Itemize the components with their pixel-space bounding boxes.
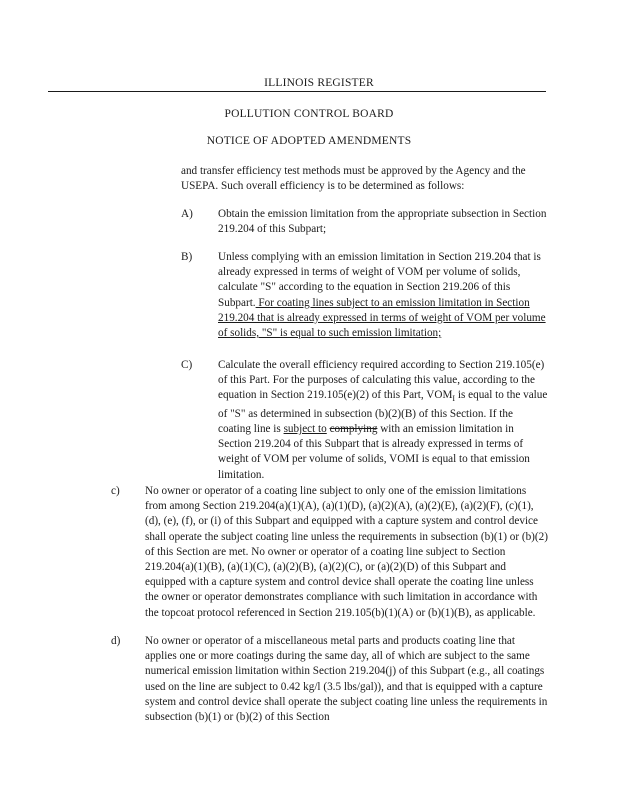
item-a-label: A) [181,208,193,220]
item-b-paragraph [218,250,548,341]
item-c-paragraph [218,358,548,483]
item-c-text-2: is equal to the value of "S" as determined in subsection (b)(2)(B) of this Section. If the coating line is [218,389,548,436]
item-b-inserted-text: For coating lines subject to an emission limitation in Section 219.204 that is already expressed in terms of weight of VOM per volume of solids, "S" is equal to such emission limitation; [218,296,546,340]
intro-paragraph: and transfer efficiency test methods must be approved by the Agency and the USEPA. Such overall efficiency is to be determined as follows: [181,165,526,193]
item-c-text-1: Calculate the overall efficiency required according to Section 219.105(e) of this Part. For the purposes of calculating this value, according to the equation in Section 219.105(e)(2) of this Part, [218,359,545,402]
item-a-text: Obtain the emission limitation from the appropriate subsection in Section 219.204 of this Subpart; [218,208,547,236]
item-d-text: No owner or operator of a miscellaneous metal parts and products coating line that applies one or more coatings during the same day, all of which are subject to the same numerical emission limitation within Section 219.204(j) of this Subpart (e.g., all coatings used on the line are subject to 0.42 kg/l (3.5 lbs/gal)), and that is equipped with a capture system and control device shall operate the subject coating line unless the requirements in subsection (b)(1) or (b)(2) of this Section [145,635,548,724]
item-c-section-label: c) [111,485,120,497]
item-c-inserted-text: subject to [283,423,327,436]
item-d-label: d) [111,635,121,647]
item-b-text: Unless complying with an emission limitation in Section 219.204 that is already expressed in terms of weight of VOM per volume of solids, calculate "S" according to the equation in Section 219.206 of this Subpart. [218,251,541,309]
item-c-section-text: No owner or operator of a coating line subject to only one of the emission limitations from among Section 219.204(a)(1)(A), (a)(1)(D), (a)(2)(A), (a)(2)(E), (a)(2)(F), (c)(1), (d), (e), (f), or (i) of this Subpart and equipped with a capture system and control device shall operate the subject coating line unless the requirements in subsection (b)(1) or (b)(2) of this Section are met. No owner or operator of a coating line subject to Section 219.204(a)(1)(B), (a)(1)(C), (a)(2)(B), (a)(2)(C), or (a)(2)(D) of this Subpart and equipped with a capture system and control device shall operate the coating line unless the owner or operator demonstrates compliance with such limitation in accordance with the topcoat protocol referenced in Section 219.105(b)(1)(A) or (b)(1)(B), as applicable. [145,485,548,619]
board-title: POLLUTION CONTROL BOARD [224,108,394,120]
register-title: ILLINOIS REGISTER [264,77,374,89]
header-rule [48,91,546,92]
item-c-text-3: with an emission limitation in Section 219.204 of this Subpart that is already expressed in terms of weight of VOM per volume of solids, VOMI is equal to that emission limitation. [218,423,530,481]
item-c-vom-subscript: I [452,394,456,404]
item-c-label: C) [181,359,193,371]
item-c-deleted-text: complying [329,423,378,436]
notice-title: NOTICE OF ADOPTED AMENDMENTS [206,135,412,147]
item-c-vom: VOM [426,389,453,402]
item-b-label: B) [181,251,193,263]
